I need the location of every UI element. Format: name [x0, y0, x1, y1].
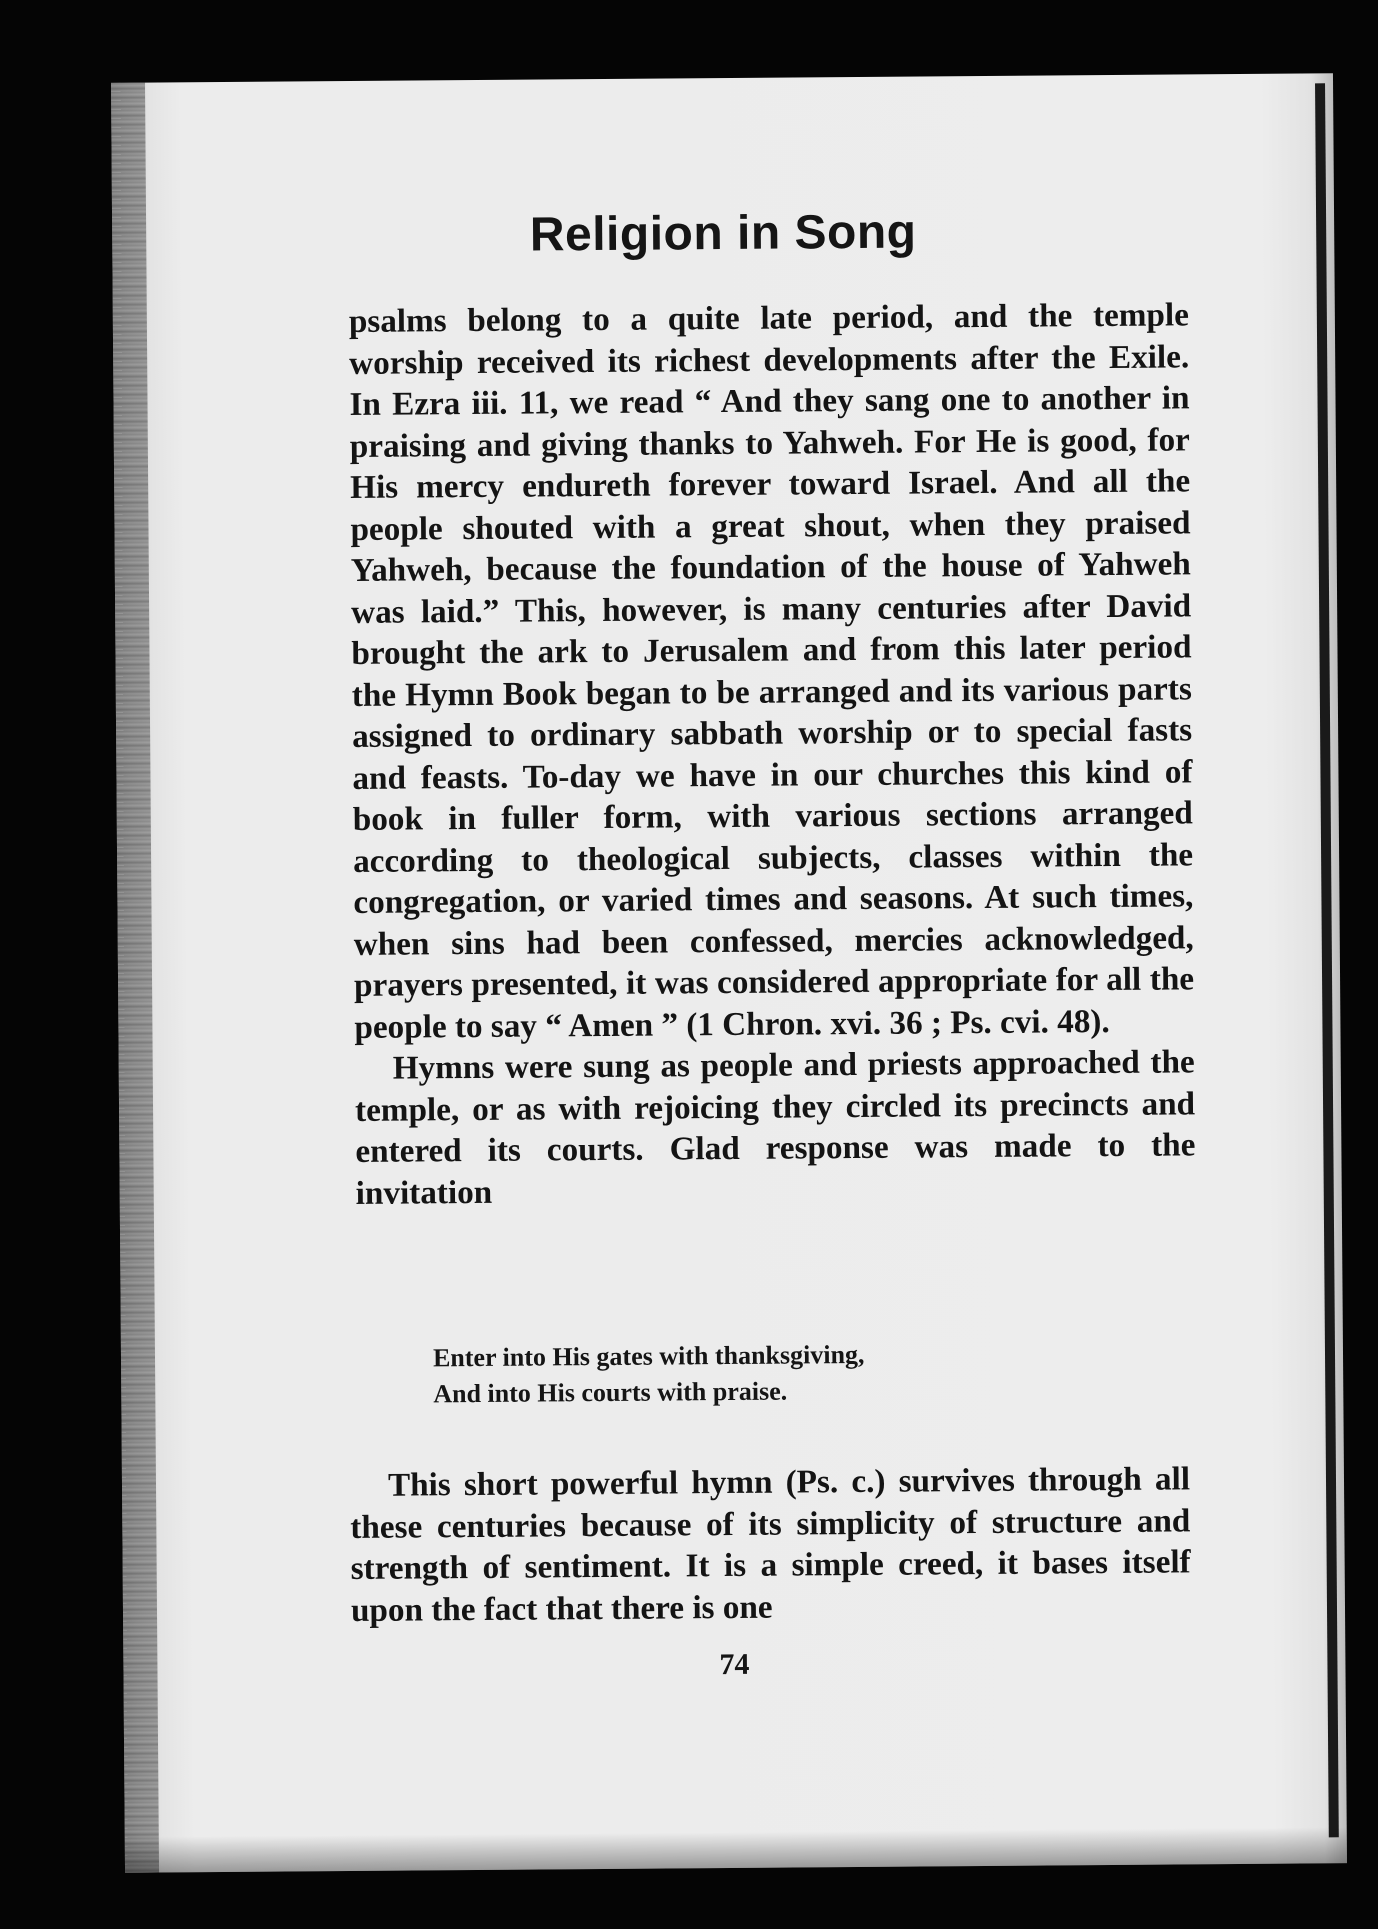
- verse-quotation: [433, 1337, 865, 1412]
- paragraph-hymns: Hymns were sung as people and priests approached the temple, or as with rejoicing they circled its precincts and entered its courts. Glad response was made to the invitation: [354, 1043, 1196, 1212]
- page-number: 74: [719, 1647, 750, 1682]
- paragraph-continued: psalms belong to a quite late period, and the temple worship received its richest developments after the Exile. In Ezra iii. 11, we read “ And they sang one to another in praising and giving thanks to Yahweh. For He is good, for His mercy endureth forever toward Israel. And all the people shouted with a great shout, when they praised Yahweh, because the foundation of the house of Yahweh was laid.” This, however, is many centuries after David brought the ark to Jerusalem and from this later period the Hymn Book began to be arranged and its various parts assigned to ordinary sabbath worship or to special fasts and feasts. To-day we have in our churches this kind of book in fuller form, with various sections arranged according to theological subjects, classes within the congregation, or varied times and seasons. At such times, when sins had been confessed, mercies acknowledged, prayers presented, it was considered appropriate for all the people to say “ Amen ” (1 Chron. xvi. 36 ; Ps. cvi. 48).: [348, 296, 1195, 1046]
- page-bottom-shadow: [125, 1827, 1347, 1873]
- main-text: [349, 294, 1196, 1214]
- verse-line-2: And into His courts with praise.: [433, 1376, 788, 1409]
- paragraph-psalm-c: This short powerful hymn (Ps. c.) survives through all these centuries because of its simplicity of structure and strength of sentiment. It is a simple creed, it bases itself upon the fact that there is one: [350, 1460, 1191, 1629]
- running-head: Religion in Song: [529, 205, 917, 262]
- page-right-edge: [1315, 83, 1339, 1837]
- page-binding-edge: [111, 83, 159, 1873]
- book-page: [111, 73, 1347, 1873]
- verse-line-1: Enter into His gates with thanksgiving,: [432, 1339, 865, 1373]
